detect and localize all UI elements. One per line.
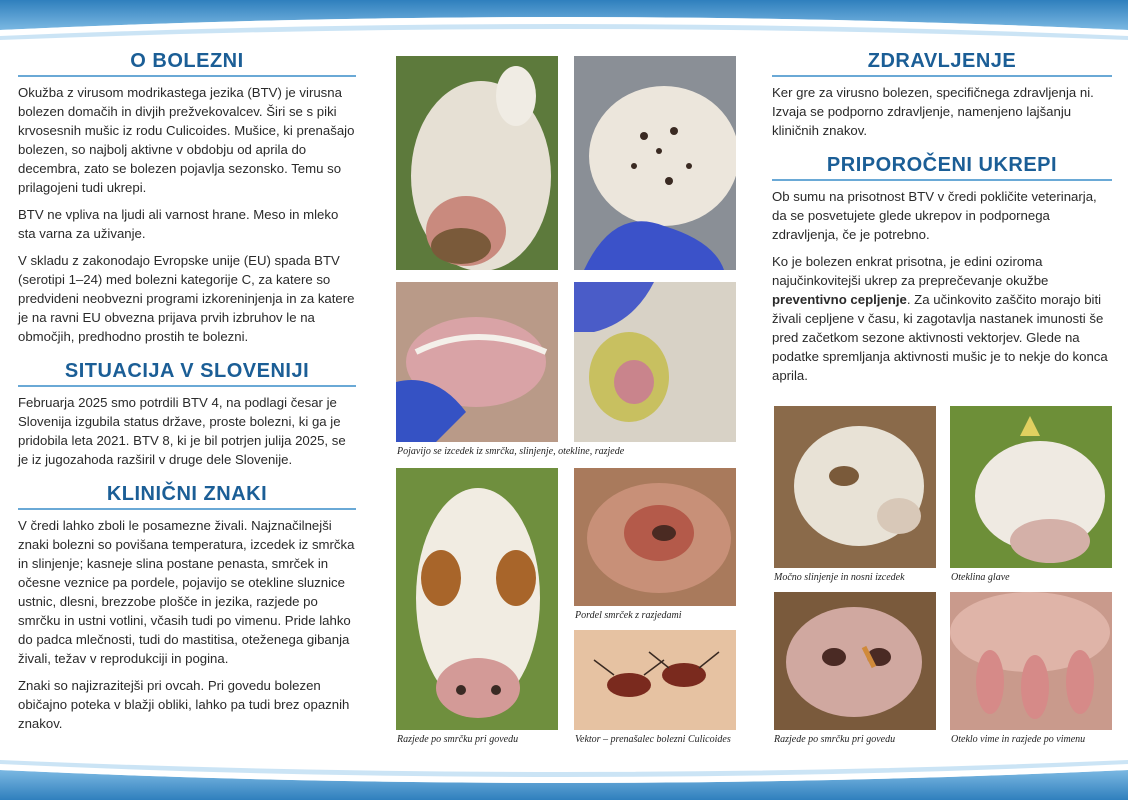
caption-red-muzzle: Pordel smrček z razjedami [575,610,682,621]
caption-cow-ulcers-right: Razjede po smrčku pri govedu [774,734,896,745]
photo-sheep-nose-discharge [396,56,558,270]
bottom-wave-band [0,752,1128,800]
ukrepi-text-bold: preventivno cepljenje [772,292,907,307]
photo-cow-head [396,468,558,730]
heading-priporoceni-ukrepi: PRIPOROČENI UKREPI [772,154,1112,181]
caption-vector: Vektor – prenašalec bolezni Culicoides [575,734,731,745]
photo-swollen-tongue [396,282,558,442]
caption-cow-ulcers: Razjede po smrčku pri govedu [397,734,519,745]
photo-red-muzzle [574,468,736,606]
top-wave-band [0,0,1128,48]
o-bolezni-paragraph-1: Okužba z virusom modrikastega jezika (BTV) je virusna bolezen domačih in divjih prežvekovalcev. Širi se s piki krvosesnih mušic iz rodu Culicoides. Mušice, ki prenašajo bolezen, so najbolj aktivne v obdobju od aprila do decembra, zato se bolezen pojavlja sezonsko. Temu so prilagojeni tudi ukrepi. [18,85,355,195]
ukrepi-paragraph-2 [772,252,1112,385]
photo-culicoides-vector [574,630,736,730]
o-bolezni-paragraph-3: V skladu z zakonodajo Evropske unije (EU) spada BTV (serotipi 1–24) med bolezni kategorije C, za katere so predvideni neobvezni programi izkoreninjenja in za katere je na ravni EU obvezna prijava prvih izbruhov le na območjih, predhodno prostih te bolezni. [18,253,355,344]
heading-zdravljenje: ZDRAVLJENJE [772,50,1112,77]
caption-swollen-udder: Oteklo vime in razjede po vimenu [951,734,1086,745]
heading-o-bolezni: O BOLEZNI [18,50,356,77]
photo-sheep-spots-glove [574,56,736,270]
heading-klinicni-znaki: KLINIČNI ZNAKI [18,483,356,510]
ukrepi-text-before: Ko je bolezen enkrat prisotna, je edini oziroma najučinkovitejši ukrep za preprečevanje okužbe [772,254,1049,288]
caption-discharge-swelling: Pojavijo se izcedek iz smrčka, slinjenje, otekline, razjede [397,446,625,457]
photo-swollen-head [950,406,1112,568]
photo-muzzle-ulcers [774,592,936,730]
situacija-paragraph-1: Februarja 2025 smo potrdili BTV 4, na podlagi česar je Slovenija izgubila status države, proste bolezni, ki ga je pridobila leta 2021. BTV 8, ki je bil potrjen julija 2025, se je iz jugozahoda razširil v druge dele Slovenije. [18,395,346,467]
klinicni-paragraph-1: V čredi lahko zboli le posamezne živali. Najznačilnejši znaki bolezni so povišana temperatura, izcedek iz smrčka in slinjenje; kasneje slina postane penasta, smrček in očesne veznice pa pordele, pojavijo se otekline sluznice ustnic, dlesni, brezzobe plošče in jezika, razjede po smrčku in ustni votlini, včasih tudi po vimenu. Pride lahko do padca mlečnosti, tudi do mastitisa, oteženega gibanja živali, težav v reprodukciji in pogina. [18,518,355,666]
klinicni-paragraph-2: Znaki so najizrazitejši pri ovcah. Pri govedu bolezen običajno poteka v blažji obliki, lahko pa tudi brez opaznih znakov. [18,678,350,731]
right-column [772,50,1112,393]
ukrepi-text-after: . Za učinkovito zaščito morajo biti živali cepljene v času, ki zagotavlja nastanek imunosti še pred začetkom sezone aktivnosti vektorjev. Glede na podatke spremljanja aktivnosti mušic je to nekje do konca aprila. [772,292,1108,383]
caption-head-swelling: Oteklina glave [951,572,1010,583]
heading-situacija: SITUACIJA V SLOVENIJI [18,360,356,387]
left-column [18,50,356,741]
ukrepi-paragraph-1: Ob sumu na prisotnost BTV v čredi pokličite veterinarja, da se posvetujete glede ukrepov in podpornega zdravljenja, če je potrebno. [772,189,1097,242]
caption-drooling: Močno slinjenje in nosni izcedek [774,572,905,583]
zdravljenje-paragraph-1: Ker gre za virusno bolezen, specifičnega zdravljenja ni. Izvaja se podporno zdravljenje, namenjeno lajšanju kliničnih znakov. [772,85,1094,138]
photo-sheep-drooling [774,406,936,568]
photo-swollen-udder [950,592,1112,730]
photo-foamy-saliva [574,282,736,442]
o-bolezni-paragraph-2: BTV ne vpliva na ljudi ali varnost hrane. Meso in mleko sta varna za uživanje. [18,207,339,241]
